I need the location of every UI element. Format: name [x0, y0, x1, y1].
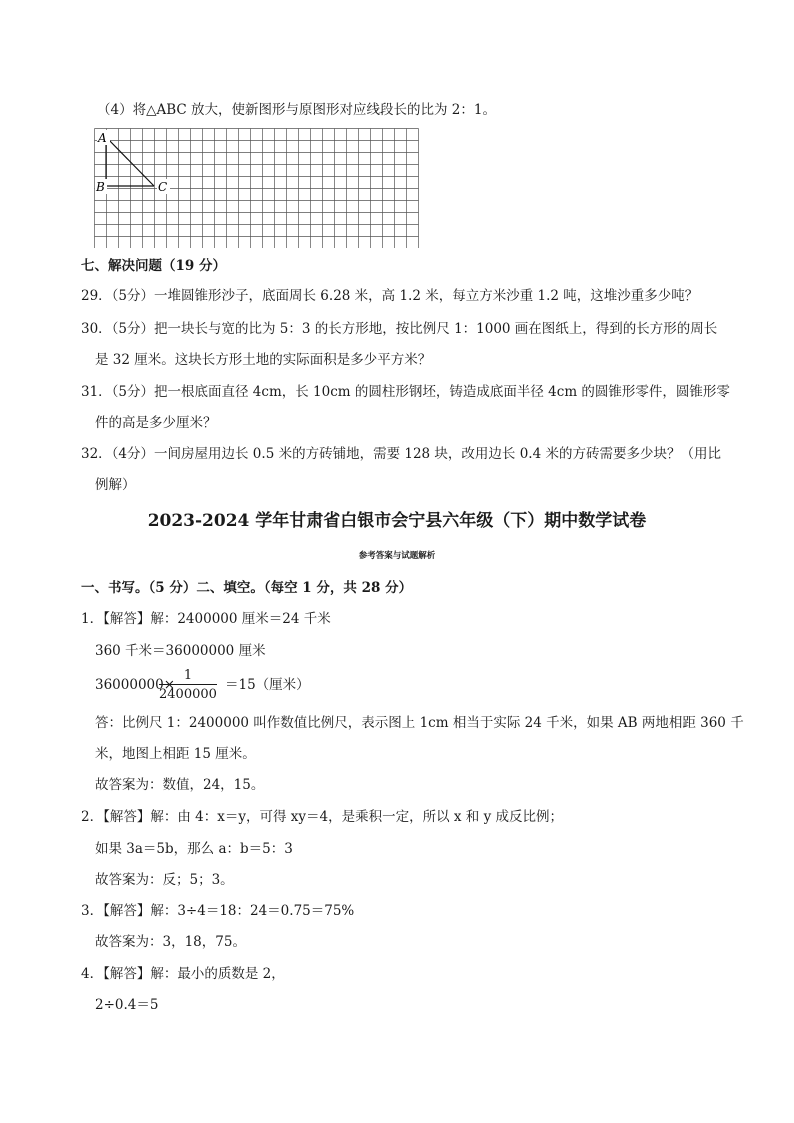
- question-30-line2: 是 32 厘米。这块长方形土地的实际面积是多少平方米？: [95, 352, 432, 368]
- question-4-part: （4）将△ABC 放大，使新图形与原图形对应线段长的比为 2：1。: [97, 102, 496, 118]
- answer-2-line3: 故答案为：反；5；3。: [95, 872, 234, 888]
- answer-2-line2: 如果 3a＝5b，那么 a：b＝5：3: [95, 841, 293, 857]
- answer-key-subtitle: 参考答案与试题解析: [358, 551, 436, 561]
- vertex-c-label: C: [158, 180, 168, 194]
- question-32-line1: 32．（4分）一间房屋用边长 0.5 米的方砖铺地，需要 128 块，改用边长 0.4 米的方砖需要多少块？（用比: [81, 446, 721, 462]
- answer-3-line1: 3．【解答】解：3÷4＝18：24＝0.75＝75%: [81, 903, 355, 919]
- fraction-numerator: 1: [159, 668, 217, 685]
- answer-key-title: 2023-2024 学年甘肃省白银市会宁县六年级（下）期中数学试卷: [147, 511, 647, 531]
- section-1-heading: 一、书写。（5 分）二、填空。（每空 1 分，共 28 分）: [81, 580, 413, 596]
- segment-ac: [106, 137, 154, 186]
- answer-1-line1: 1．【解答】解：2400000 厘米＝24 千米: [81, 611, 331, 627]
- answer-2-line1: 2．【解答】解：由 4：x＝y，可得 xy＝4，是乘积一定，所以 x 和 y 成反比例；: [81, 809, 563, 825]
- triangle-grid: [94, 128, 420, 248]
- answer-1-line4: 答：比例尺 1：2400000 叫作数值比例尺，表示图上 1cm 相当于实际 24 千米，如果 AB 两地相距 360 千: [95, 715, 744, 731]
- question-31-line2: 件的高是多少厘米？: [95, 415, 217, 431]
- answer-4-line1: 4．【解答】解：最小的质数是 2，: [81, 966, 285, 982]
- answer-4-line2: 2÷0.4＝5: [95, 997, 159, 1013]
- answer-1-line5: 米，地图上相距 15 厘米。: [95, 746, 256, 762]
- question-32-line2: 例解）: [95, 477, 136, 493]
- answer-1-line3-post: ＝15（厘米）: [225, 677, 310, 693]
- question-29: 29．（5分）一堆圆锥形沙子，底面周长 6.28 米，高 1.2 米，每立方米沙重 1.2 吨，这堆沙重多少吨？: [81, 288, 699, 304]
- answer-1-line3-pre: 36000000×: [95, 677, 176, 693]
- section-7-heading: 七、解决问题（19 分）: [81, 258, 226, 274]
- answer-1-line6: 故答案为：数值，24，15。: [95, 777, 265, 793]
- answer-1-fraction: [159, 668, 217, 702]
- fraction-denominator: 2400000: [159, 687, 217, 702]
- vertex-a-label: A: [98, 131, 107, 145]
- answer-1-line2: 360 千米＝36000000 厘米: [95, 643, 266, 659]
- question-30-line1: 30．（5分）把一块长与宽的比为 5：3 的长方形地，按比例尺 1：1000 画在图纸上，得到的长方形的周长: [81, 321, 718, 337]
- vertex-b-label: B: [96, 180, 105, 194]
- question-31-line1: 31．（5分）把一根底面直径 4cm，长 10cm 的圆柱形钢坯，铸造成底面半径 4cm 的圆锥形零件，圆锥形零: [81, 384, 730, 400]
- answer-3-line2: 故答案为：3，18，75。: [95, 934, 246, 950]
